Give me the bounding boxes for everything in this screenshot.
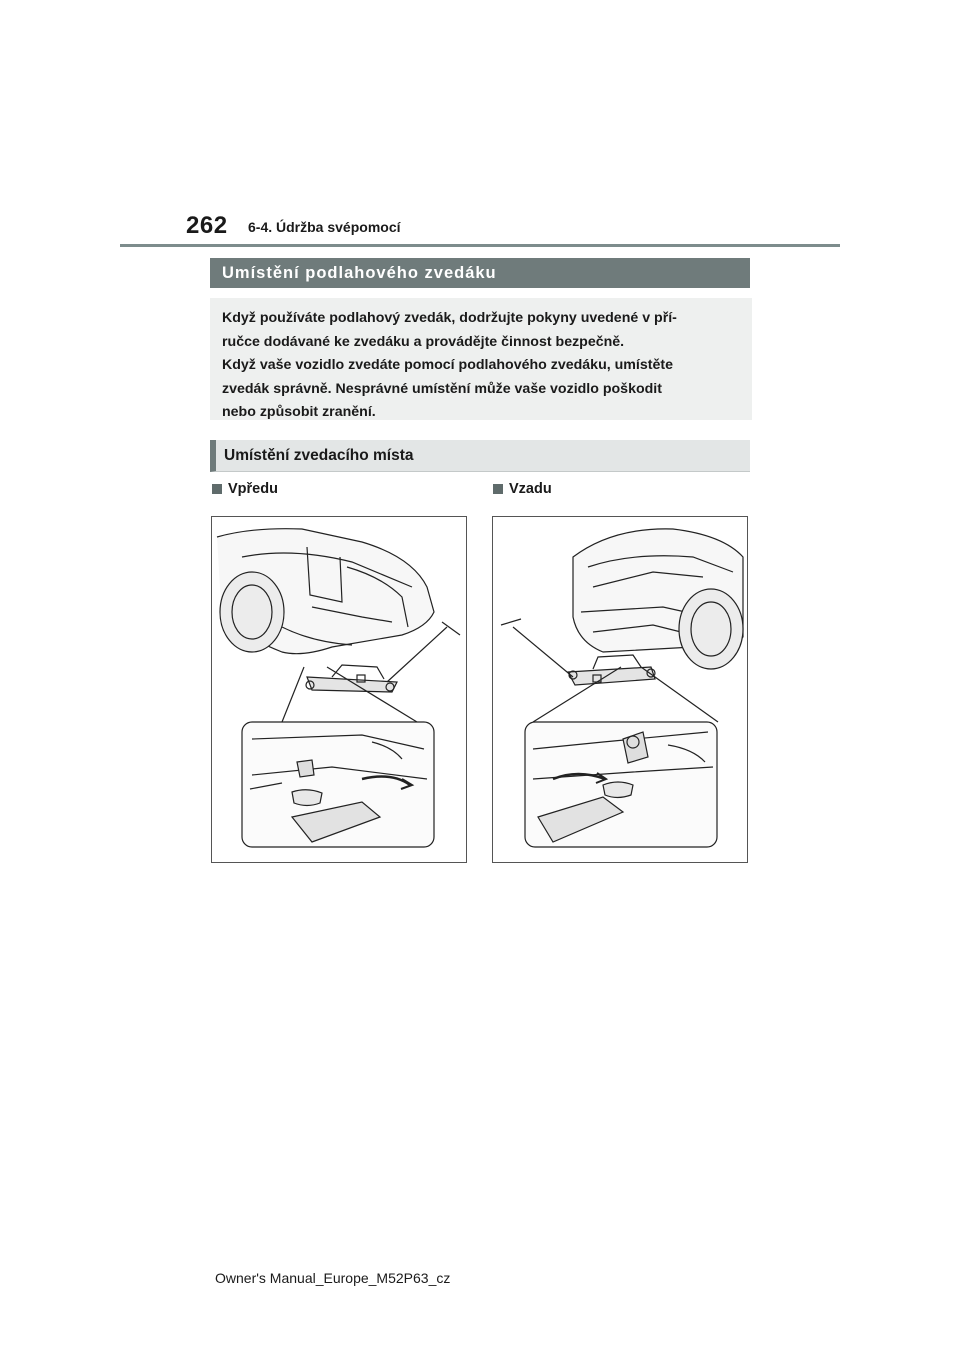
section-reference: 6-4. Údržba svépomocí — [248, 219, 401, 235]
front-label-text: Vpředu — [228, 481, 278, 497]
front-car-jack-drawing — [212, 517, 466, 862]
front-label — [212, 481, 278, 497]
square-bullet-icon — [493, 484, 503, 494]
footer-text: Owner's Manual_Europe_M52P63_cz — [215, 1270, 451, 1286]
intro-line-2: ručce dodávané ke zvedáku a provádějte činnost bezpečně. — [222, 333, 625, 350]
rear-car-jack-drawing — [493, 517, 747, 862]
front-jack-illustration — [211, 516, 467, 863]
subsection-title-bar — [210, 440, 750, 472]
header-rule — [120, 244, 840, 247]
page-number: 262 — [186, 212, 228, 239]
section-title-bar — [210, 258, 750, 288]
square-bullet-icon — [212, 484, 222, 494]
rear-label — [493, 481, 552, 497]
subsection-title: Umístění zvedacího místa — [224, 446, 414, 464]
section-title: Umístění podlahového zvedáku — [222, 263, 497, 282]
intro-line-5: nebo způsobit zranění. — [222, 404, 376, 420]
intro-line-1: Když používáte podlahový zvedák, dodržujte pokyny uvedené v pří- — [222, 310, 677, 326]
intro-line-4: zvedák správně. Nesprávné umístění může vaše vozidlo poškodit — [222, 380, 662, 397]
intro-line-3: Když vaše vozidlo zvedáte pomocí podlahového zvedáku, umístěte — [222, 357, 673, 373]
rear-jack-illustration — [492, 516, 748, 863]
rear-label-text: Vzadu — [509, 481, 552, 497]
intro-box — [210, 298, 752, 420]
